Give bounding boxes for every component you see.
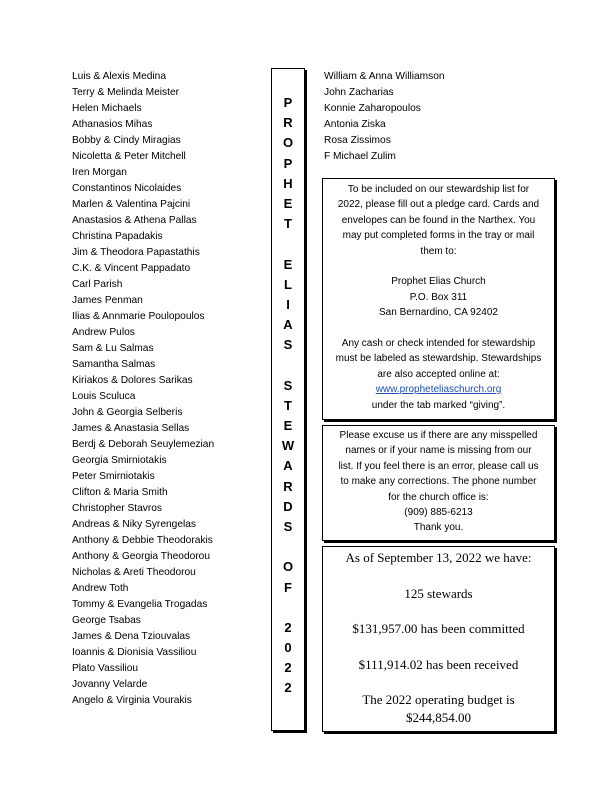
steward-name: Louis Sculuca <box>72 391 136 402</box>
steward-name: Marlen & Valentina Pajcini <box>72 199 191 210</box>
banner-letter: 2 <box>284 660 292 676</box>
steward-name: James & Anastasia Sellas <box>72 423 190 434</box>
amount-received: $111,914.02 has been received <box>358 656 519 672</box>
excuse-text: for the church office is: <box>388 491 489 503</box>
steward-count: 125 stewards <box>404 585 473 601</box>
info-note: are also accepted online at: <box>377 368 500 380</box>
steward-name: Clifton & Maria Smith <box>72 487 168 498</box>
steward-name: Andrew Pulos <box>72 327 135 338</box>
office-phone: (909) 885-6213 <box>404 507 473 519</box>
church-city: San Bernardino, CA 92402 <box>379 307 498 319</box>
banner-letter: E <box>283 418 293 433</box>
steward-name: Anthony & Debbie Theodorakis <box>72 535 213 546</box>
banner-letter: P <box>283 95 293 110</box>
steward-name: Anthony & Georgia Theodorou <box>72 551 211 562</box>
steward-name: Andreas & Niky Syrengelas <box>72 519 197 530</box>
steward-name: Nicoletta & Peter Mitchell <box>72 151 186 162</box>
banner-letter: W <box>281 438 295 454</box>
steward-name: Sam & Lu Salmas <box>72 343 154 354</box>
banner-letter: 2 <box>284 619 292 635</box>
steward-name: C.K. & Vincent Pappadato <box>72 263 191 274</box>
banner-letter: 2 <box>284 680 292 696</box>
steward-name: Iren Morgan <box>72 167 127 178</box>
banner-letter: D <box>283 498 293 514</box>
steward-name: James Penman <box>72 295 143 306</box>
steward-name: Konnie Zaharopoulos <box>324 103 421 114</box>
steward-name: Bobby & Cindy Miragias <box>72 135 181 146</box>
banner-letter: E <box>283 195 293 211</box>
banner-letter: S <box>283 377 293 393</box>
steward-name: William & Anna Williamson <box>324 71 445 82</box>
steward-name: Rosa Zissimos <box>324 135 391 146</box>
steward-name: Antonia Ziska <box>324 119 386 130</box>
banner-letter: 0 <box>284 640 292 656</box>
info-text: may put completed forms in the tray or mail <box>342 230 535 242</box>
info-text: 2022, please fill out a pledge card. Cards and <box>337 199 540 211</box>
excuse-box <box>322 425 555 541</box>
steward-name: Constantinos Nicolaides <box>72 183 182 194</box>
info-note: under the tab marked “giving”. <box>371 399 506 411</box>
banner-letter: L <box>284 276 292 292</box>
steward-name: Anastasios & Athena Pallas <box>72 215 197 226</box>
budget-amount: $244,854.00 <box>406 710 471 725</box>
steward-name: F Michael Zulim <box>324 151 396 162</box>
steward-name: John & Georgia Selberis <box>72 407 183 418</box>
excuse-text: Please excuse us if there are any misspelled <box>339 430 538 441</box>
steward-name: Samantha Salmas <box>72 359 156 370</box>
steward-name: Tommy & Evangelia Trogadas <box>72 599 208 610</box>
steward-name: Kiriakos & Dolores Sarikas <box>72 375 193 386</box>
steward-name: Christina Papadakis <box>72 231 163 242</box>
steward-list-right <box>324 69 554 165</box>
banner-letter <box>272 537 304 557</box>
banner-letter: H <box>283 175 293 191</box>
steward-name: Christopher Stavros <box>72 503 163 514</box>
steward-list-left <box>72 69 262 709</box>
steward-name: Ioannis & Dionisia Vassiliou <box>72 647 197 658</box>
info-note: must be labeled as stewardship. Stewardships <box>335 353 542 365</box>
church-name: Prophet Elias Church <box>391 276 486 288</box>
banner-letter: T <box>284 216 292 232</box>
pledge-info-box <box>322 178 555 420</box>
steward-name: Jim & Theodora Papastathis <box>72 247 200 258</box>
banner-letter: T <box>284 397 292 413</box>
steward-name: Angelo & Virginia Vourakis <box>72 695 192 706</box>
banner-letter: O <box>282 135 294 151</box>
church-po-box: P.O. Box 311 <box>409 291 468 303</box>
banner-letter: S <box>283 518 293 534</box>
banner-letter <box>272 234 304 254</box>
steward-name: Nicholas & Areti Theodorou <box>72 567 196 578</box>
banner-letter: S <box>283 337 293 353</box>
steward-name: Jovanny Velarde <box>72 679 148 690</box>
banner-letter: O <box>282 559 294 575</box>
steward-name: Peter Smirniotakis <box>72 471 155 482</box>
banner-letter: R <box>283 478 293 494</box>
steward-name: Athanasios Mihas <box>72 119 153 130</box>
church-website-link[interactable]: www.propheteliaschurch.org <box>375 384 502 396</box>
banner-letter: A <box>283 317 293 333</box>
banner-letter: F <box>284 579 292 595</box>
banner-letter: A <box>283 458 293 474</box>
steward-name: Helen Michaels <box>72 103 142 114</box>
steward-name: George Tsabas <box>72 615 141 626</box>
vertical-banner <box>271 68 305 731</box>
thank-you: Thank you. <box>413 522 464 534</box>
banner-letter <box>272 598 304 618</box>
steward-name: Terry & Melinda Meister <box>72 87 179 98</box>
banner-letter: R <box>283 115 293 131</box>
banner-letter: E <box>283 256 293 272</box>
excuse-text: names or if your name is missing from our <box>345 445 532 457</box>
summary-box <box>322 546 555 732</box>
budget-label: The 2022 operating budget is <box>362 692 515 707</box>
excuse-text: to make any corrections. The phone number <box>340 476 537 488</box>
steward-name: Andrew Toth <box>72 583 129 594</box>
amount-committed: $131,957.00 has been committed <box>352 621 525 636</box>
steward-name: John Zacharias <box>324 87 394 98</box>
summary-heading: As of September 13, 2022 we have: <box>345 550 532 565</box>
info-text: them to: <box>420 245 457 257</box>
excuse-text: list. If you feel there is an error, please call us <box>338 460 539 472</box>
steward-name: Plato Vassiliou <box>72 663 139 674</box>
steward-name: James & Dena Tziouvalas <box>72 631 191 642</box>
banner-letter: P <box>283 155 293 171</box>
steward-name: Luis & Alexis Medina <box>72 71 166 82</box>
banner-letter: I <box>286 296 290 312</box>
info-text: envelopes can be found in the Narthex. You <box>341 214 536 226</box>
info-text: To be included on our stewardship list for <box>347 184 530 195</box>
steward-name: Georgia Smirniotakis <box>72 455 167 466</box>
banner-title <box>272 93 304 699</box>
steward-name: Carl Parish <box>72 279 123 290</box>
banner-letter <box>272 355 304 375</box>
info-note: Any cash or check intended for stewardship <box>341 338 536 350</box>
steward-name: Berdj & Deborah Seuylemezian <box>72 439 215 450</box>
steward-name: Ilias & Annmarie Poulopoulos <box>72 311 205 322</box>
